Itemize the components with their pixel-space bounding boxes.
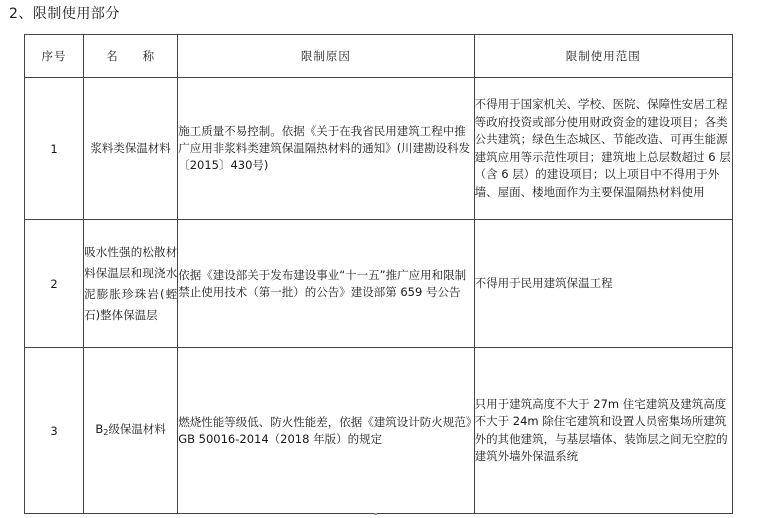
header-no: 序号 [25,35,84,78]
restriction-table [24,34,733,514]
restriction-reason: 依据《建设部关于发布建设事业“十一五”推广应用和限制禁止使用技术（第一批）的公告》建设部第 659 号公告 [178,220,474,348]
restriction-range: 不得用于民用建筑保温工程 [474,220,732,348]
restriction-range: 只用于建筑高度不大于 27m 住宅建筑及建筑高度不大于 24m 除住宅建筑和设置人员密集场所建筑外的其他建筑，与基层墙体、装饰层之间无空腔的建筑外墙外保温系统 [474,348,732,514]
page-mark [374,513,377,515]
material-name: $B_2$级保温材料 [84,348,178,514]
material-name: 吸水性强的松散材料保温层和现浇水泥膨胀珍珠岩(蛭石)整体保温层 [84,220,178,348]
header-range: 限制使用范围 [474,35,732,78]
material-name: 浆料类保温材料 [84,78,178,220]
header-name: 名 称 [84,35,178,78]
table-row [25,348,733,514]
section-heading: 2、限制使用部分 [9,6,120,22]
restriction-range: 不得用于国家机关、学校、医院、保障性安居工程等政府投资或部分使用财政资金的建设项目；各类公共建筑；绿色生态城区、节能改造、可再生能源建筑应用等示范性项目；建筑地上总层数超过 6 层（含 6 层）的建设项目；以上项目中不得用于外墙、屋面、楼地面作为主要保温隔热材料使用 [474,78,732,220]
header-reason: 限制原因 [178,35,474,78]
row-number: 2 [25,220,84,348]
table-row [25,78,733,220]
subscript: 2 [103,427,109,437]
row-number: 3 [25,348,84,514]
restriction-reason: 施工质量不易控制。依据《关于在我省民用建筑工程中推广应用非浆料类建筑保温隔热材料的通知》(川建勘设科发〔2015〕430号) [178,78,474,220]
restriction-reason: 燃烧性能等级低、防火性能差，依据《建筑设计防火规范》GB 50016-2014（2018 年版）的规定 [178,348,474,514]
table-row [25,220,733,348]
table-header-row [25,35,733,78]
row-number: 1 [25,78,84,220]
